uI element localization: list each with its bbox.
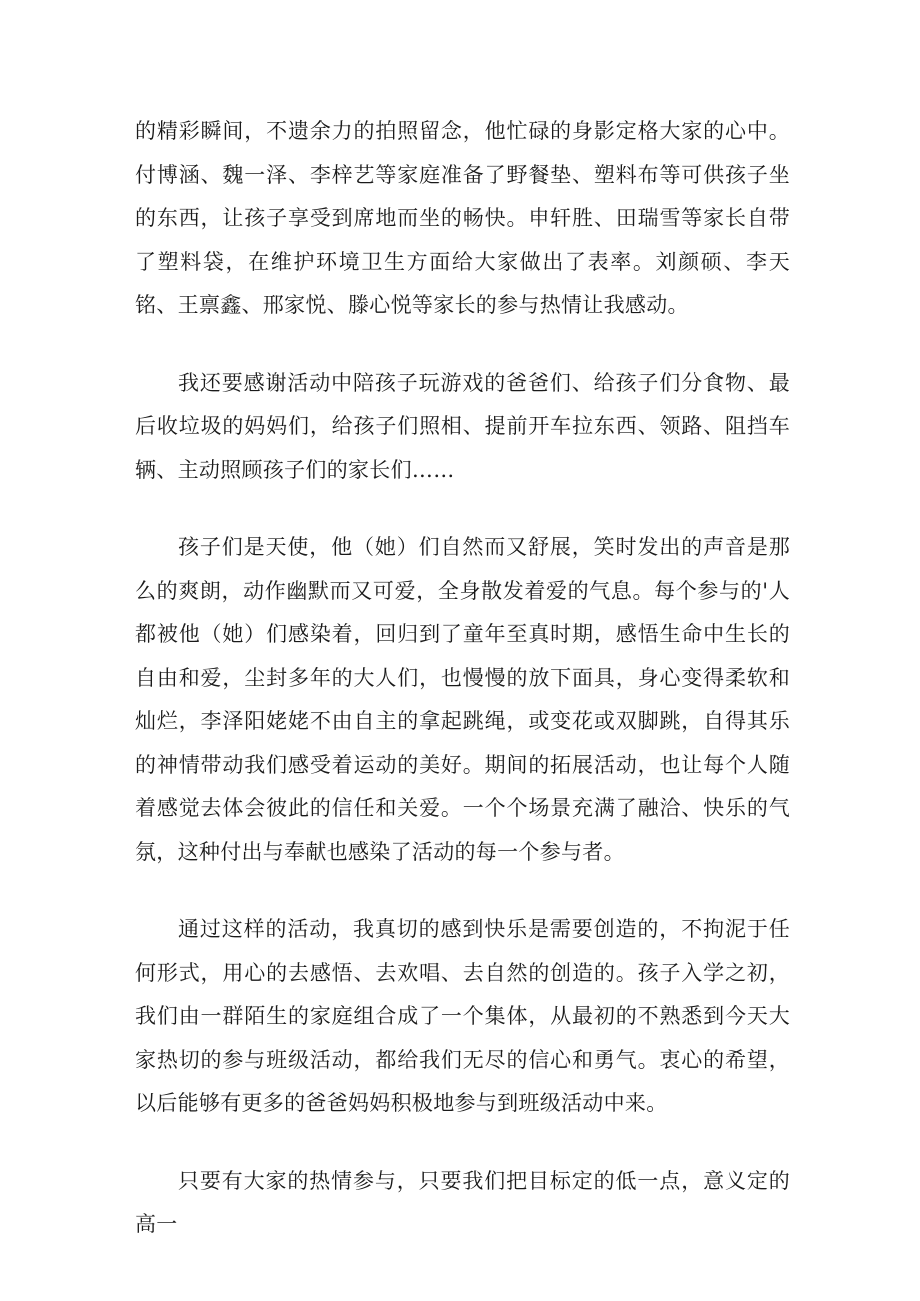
paragraph-2: 我还要感谢活动中陪孩子玩游戏的爸爸们、给孩子们分食物、最后收垃圾的妈妈们，给孩子们照相、提前开车拉东西、领路、阻挡车辆、主动照顾孩子们的家长们…… <box>135 370 790 482</box>
paragraph-3: 孩子们是天使，他（她）们自然而又舒展，笑时发出的声音是那么的爽朗，动作幽默而又可爱，全身散发着爱的气息。每个参与的'人都被他（她）们感染着，回归到了童年至真时期，感悟生命中生长的自由和爱，尘封多年的大人们，也慢慢的放下面具，身心变得柔软和灿烂，李泽阳姥姥不由自主的拿起跳绳，或变花或双脚跳，自得其乐的神情带动我们感受着运动的美好。期间的拓展活动，也让每个人随着感觉去体会彼此的信任和关爱。一个个场景充满了融洽、快乐的气氛，这种付出与奉献也感染了活动的每一个参与者。 <box>135 535 790 864</box>
document-body <box>135 110 790 1281</box>
paragraph-5: 只要有大家的热情参与，只要我们把目标定的低一点，意义定的高一 <box>135 1168 790 1236</box>
paragraph-1: 的精彩瞬间，不遗余力的拍照留念，他忙碌的身影定格大家的心中。付博涵、魏一泽、李梓艺等家庭准备了野餐垫、塑料布等可供孩子坐的东西，让孩子享受到席地而坐的畅快。申轩胜、田瑞雪等家长自带了塑料袋，在维护环境卫生方面给大家做出了表率。刘颜硕、李天铭、王禀鑫、邢家悦、滕心悦等家长的参与热情让我感动。 <box>135 119 790 317</box>
paragraph-4: 通过这样的活动，我真切的感到快乐是需要创造的，不拘泥于任何形式，用心的去感悟、去欢唱、去自然的创造的。孩子入学之初，我们由一群陌生的家庭组合成了一个集体，从最初的不熟悉到今天大家热切的参与班级活动，都给我们无尽的信心和勇气。衷心的希望，以后能够有更多的爸爸妈妈积极地参与到班级活动中来。 <box>135 917 790 1115</box>
